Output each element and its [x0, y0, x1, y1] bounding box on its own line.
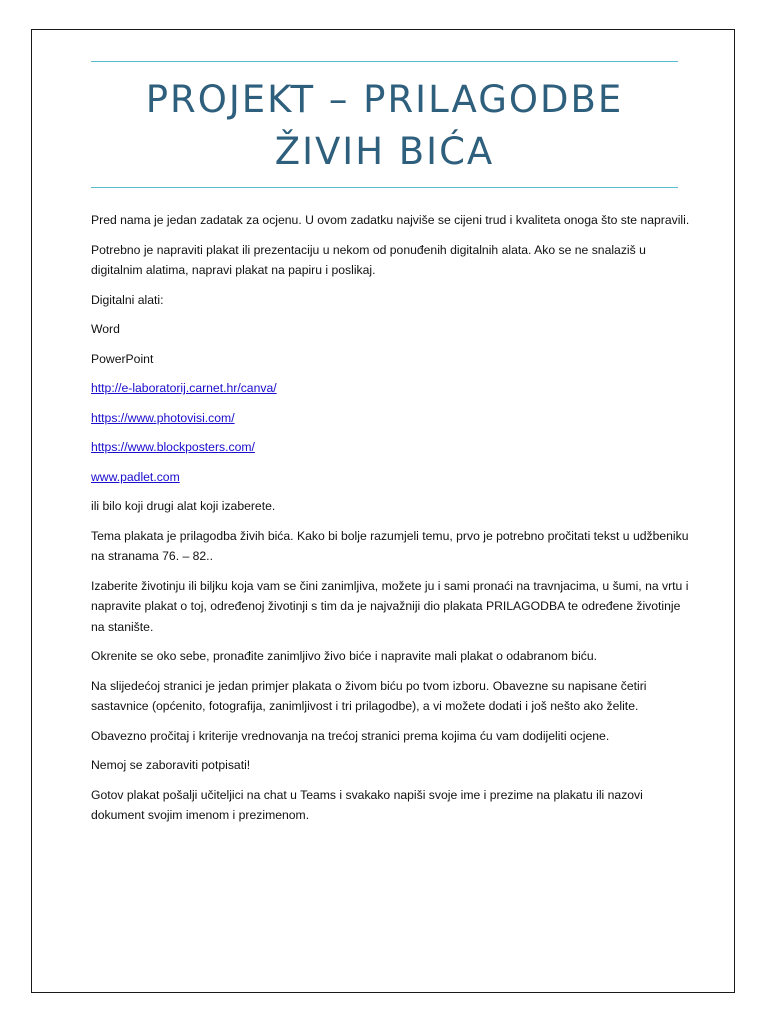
link-item-canva: [91, 378, 691, 399]
link-item-photovisi: [91, 408, 691, 429]
paragraph-choose: Izaberite životinju ili biljku koja vam se čini zanimljiva, možete ju i sami pronaći na travnjacima, u šumi, na vrtu i napravite plakat o toj, određenoj životinji s tim da je najvažniji dio plakata PRILAGODBA te određene životinje na stanište.: [91, 578, 689, 634]
document-page: [31, 29, 735, 993]
paragraph-example: Na slijedećoj stranici je jedan primjer plakata o živom biću po tvom izboru. Obavezne su napisane četiri sastavnice (općenito, fotografija, zanimljivost i tri prilagodbe), a vi možete dodati i još nešto ako želite.: [91, 678, 647, 713]
title-line-2: ŽIVIH BIĆA: [274, 130, 495, 173]
paragraph-intro: Pred nama je jedan zadatak za ocjenu. U ovom zadatku najviše se cijeni trud i kvaliteta onoga što ste napravili.: [91, 213, 690, 227]
document-title: [91, 74, 678, 178]
paragraph-submit: Gotov plakat pošalji učiteljici na chat u Teams i svakako napiši svoje ime i prezime na plakatu ili nazovi dokument svojim imenom i prezimenom.: [91, 787, 643, 822]
title-bottom-rule: [91, 187, 678, 188]
paragraph-tools-heading: Digitalni alati:: [91, 292, 164, 307]
link-photovisi[interactable]: https://www.photovisi.com/: [91, 410, 235, 425]
title-line-1: PROJEKT – PRILAGODBE: [145, 78, 624, 121]
link-canva[interactable]: http://e-laboratorij.carnet.hr/canva/: [91, 381, 277, 395]
tool-word: Word: [91, 322, 120, 336]
document-body: [91, 210, 691, 835]
paragraph-theme: Tema plakata je prilagodba živih bića. Kako bi bolje razumjeli temu, prvo je potrebno pročitati tekst u udžbeniku na stranama 76. – 82..: [91, 528, 689, 563]
link-blockposters[interactable]: https://www.blockposters.com/: [91, 440, 255, 454]
tool-powerpoint: PowerPoint: [91, 351, 154, 366]
link-item-blockposters: [91, 437, 691, 458]
paragraph-task: Potrebno je napraviti plakat ili prezentaciju u nekom od ponuđenih digitalnih alata. Ako se ne snalaziš u digitalnim alatima, napravi plakat na papiru i poslikaj.: [91, 242, 646, 277]
paragraph-look-around: Okrenite se oko sebe, pronađite zanimljivo živo biće i napravite mali plakat o odabranom biću.: [91, 649, 598, 663]
paragraph-criteria: Obavezno pročitaj i kriterije vrednovanja na trećoj stranici prema kojima ću vam dodijeliti ocjene.: [91, 728, 610, 743]
paragraph-sign: Nemoj se zaboraviti potpisati!: [91, 758, 251, 772]
link-padlet[interactable]: www.padlet.com: [91, 469, 180, 484]
title-top-rule: [91, 61, 678, 62]
link-item-padlet: [91, 467, 691, 488]
paragraph-other-tools: ili bilo koji drugi alat koji izaberete.: [91, 499, 276, 513]
